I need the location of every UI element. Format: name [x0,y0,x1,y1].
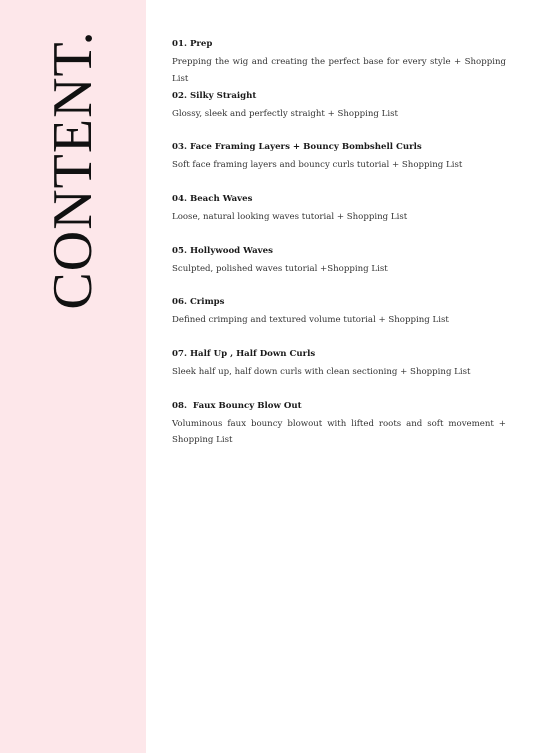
page-title: CONTENT. [42,30,104,310]
toc-item-silky-straight[interactable] [172,90,506,142]
toc-item-crimps[interactable] [172,296,506,348]
toc-item-beach-waves[interactable] [172,193,506,245]
toc-item-description: Sculpted, polished waves tutorial +Shopping List [172,263,388,274]
toc-item-description: Loose, natural looking waves tutorial + Shopping List [172,212,408,223]
toc-item-title: 06. Crimps [172,297,225,308]
toc-item-description: Sleek half up, half down curls with clean sectioning + Shopping List [172,367,471,378]
toc-item-prep[interactable] [172,38,506,90]
toc-item-face-framing-layers[interactable] [172,141,506,193]
toc-item-description: Defined crimping and textured volume tutorial + Shopping List [172,315,449,326]
toc-item-half-up-half-down[interactable] [172,348,506,400]
toc-item-title: 01. Prep [172,39,213,49]
toc-item-title: 05. Hollywood Waves [172,245,273,256]
toc-item-title: 07. Half Up , Half Down Curls [172,349,316,360]
toc-item-title: 04. Beach Waves [172,194,253,205]
toc-item-description: Voluminous faux bouncy blowout with lifted roots and soft movement + Shopping List [172,418,506,446]
toc-item-title: 03. Face Framing Layers + Bouncy Bombshell Curls [172,142,422,153]
toc-item-description: Glossy, sleek and perfectly straight + Shopping List [172,108,398,119]
side-panel [0,0,146,753]
toc-item-hollywood-waves[interactable] [172,245,506,297]
toc-item-title: 02. Silky Straight [172,90,257,101]
toc-item-faux-blow-out[interactable] [172,400,506,452]
toc-item-description: Soft face framing layers and bouncy curls tutorial + Shopping List [172,160,463,171]
toc-item-title: 08. Faux Bouncy Blow Out [172,400,302,411]
toc-item-description: Prepping the wig and creating the perfect base for every style + Shopping List [172,57,506,84]
table-of-contents [172,38,506,452]
